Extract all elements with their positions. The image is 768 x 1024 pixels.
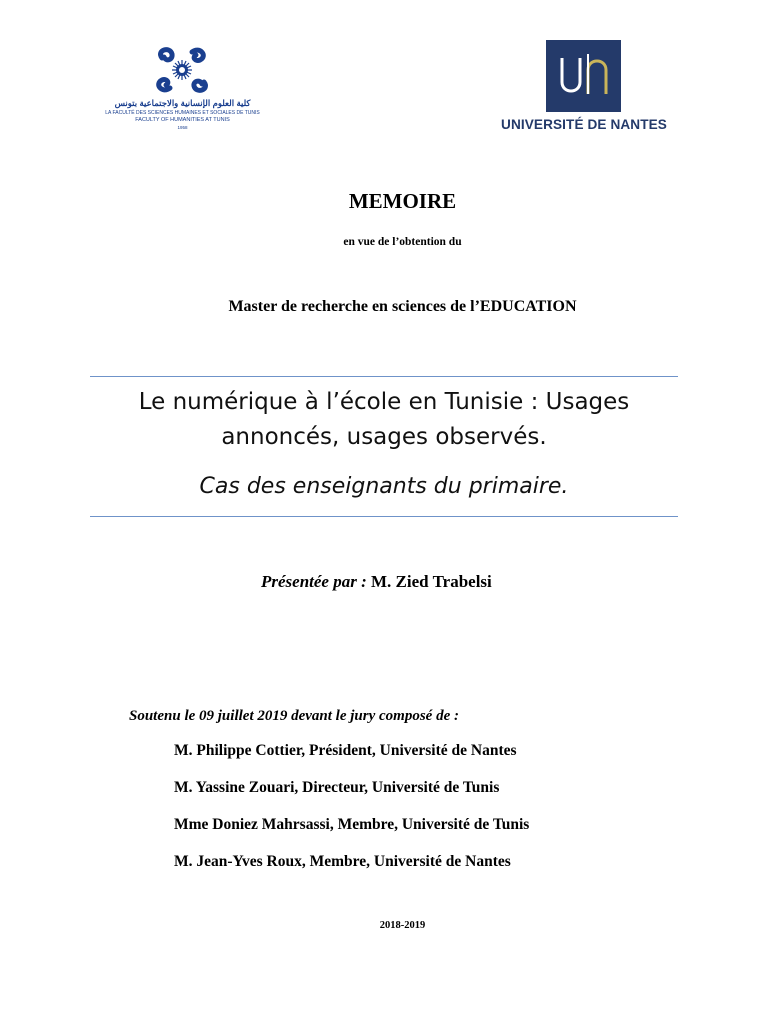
thesis-title bbox=[90, 385, 678, 455]
nantes-logo bbox=[495, 40, 675, 132]
nantes-university-name: UNIVERSITÉ DE NANTES bbox=[501, 117, 667, 132]
faculty-emblem-icon bbox=[142, 44, 222, 96]
thesis-title-line-1: Le numérique à l’école en Tunisie : Usages bbox=[138, 389, 630, 415]
jury-member: Mme Doniez Mahrsassi, Membre, Université de Tunis bbox=[174, 816, 530, 833]
defense-statement: Soutenu le 09 juillet 2019 devant le jury composé de : bbox=[129, 708, 459, 724]
degree-name: Master de recherche en sciences de l’EDUCATION bbox=[228, 298, 577, 315]
author-name: M. Zied Trabelsi bbox=[371, 572, 492, 591]
academic-year: 2018-2019 bbox=[379, 920, 426, 931]
thesis-title-line-2: annoncés, usages observés. bbox=[221, 424, 547, 450]
nantes-emblem bbox=[546, 40, 621, 112]
faculty-founding-year: 1958 bbox=[177, 125, 188, 130]
obtention-line: en vue de l’obtention du bbox=[343, 236, 462, 248]
document-type: MEMOIRE bbox=[348, 189, 457, 213]
nantes-un-icon bbox=[546, 40, 621, 112]
faculty-name-arabic: كلية العلوم الإنسانية والاجتماعية بتونس bbox=[114, 98, 251, 108]
jury-member: M. Yassine Zouari, Directeur, Université de Tunis bbox=[174, 779, 500, 796]
presented-by bbox=[261, 572, 492, 592]
thesis-subtitle: Cas des enseignants du primaire. bbox=[199, 474, 569, 499]
presented-by-label: Présentée par : bbox=[261, 572, 367, 591]
faculty-name-french: LA FACULTÉ DES SCIENCES HUMAINES ET SOCIALES DE TUNIS bbox=[105, 110, 260, 116]
faculty-logo bbox=[100, 44, 265, 136]
jury-member: M. Philippe Cottier, Président, Université de Nantes bbox=[174, 742, 517, 759]
title-top-rule bbox=[90, 376, 678, 377]
title-bottom-rule bbox=[90, 516, 678, 517]
faculty-name-english: FACULTY OF HUMANITIES AT TUNIS bbox=[135, 117, 230, 123]
jury-member: M. Jean-Yves Roux, Membre, Université de Nantes bbox=[174, 853, 511, 870]
